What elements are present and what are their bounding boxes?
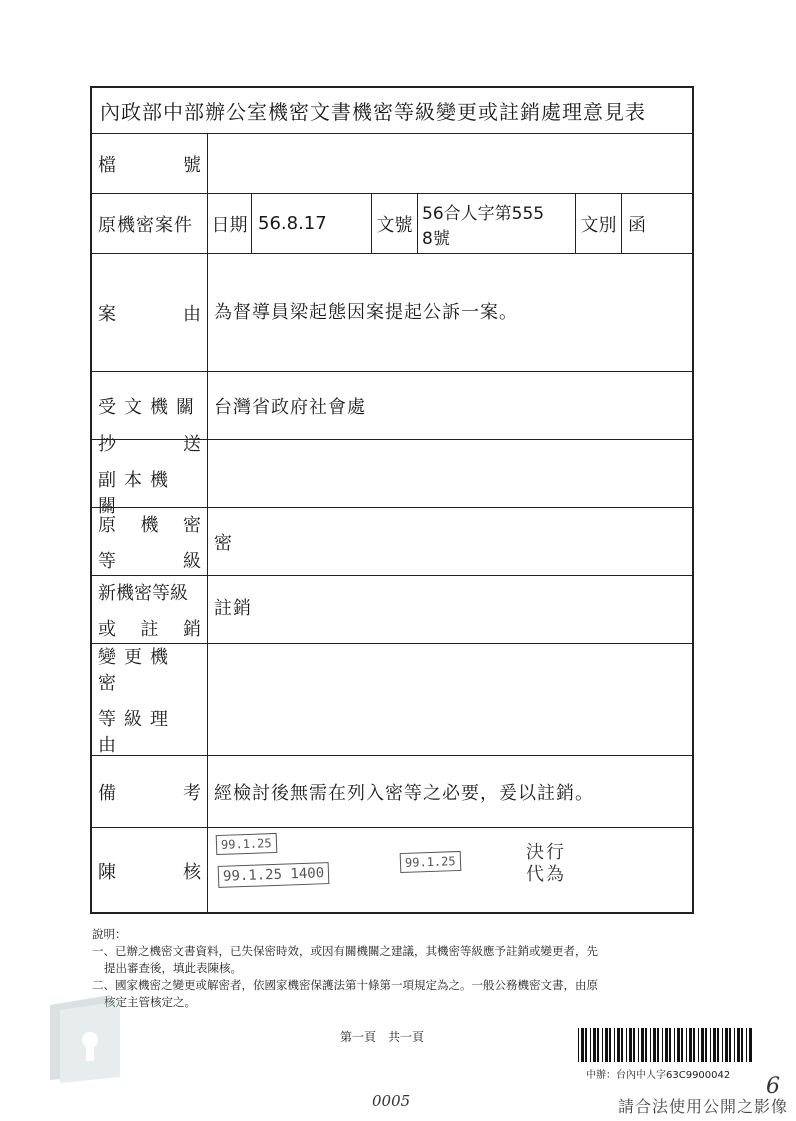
date-label: 日期	[208, 194, 252, 253]
new-level-label-2: 或	[98, 618, 116, 640]
doc-type-label: 文別	[576, 194, 622, 253]
remarks-row	[92, 756, 692, 828]
file-no-label-1: 檔	[98, 154, 116, 176]
archive-logo-icon	[40, 985, 130, 1085]
form-title-row	[92, 88, 692, 134]
new-level-row	[92, 576, 692, 644]
footer-watermark: 請合法使用公開之影像	[617, 1097, 788, 1116]
orig-level-label-3: 密	[183, 514, 201, 536]
remarks-label-1: 備	[98, 782, 116, 804]
remarks-value: 經檢討後無需在列入密等之必要，爰以註銷。	[214, 782, 594, 804]
notes-item2-line1: 二、國家機密之變更或解密者，依國家機密保護法第十條第一項規定為之。一般公務機密文書，由原	[92, 978, 598, 992]
notes-item1-line1: 一、已辦之機密文書資料，已失保密時效，或因有關機關之建議，其機密等級應予註銷或變更者，先	[92, 944, 598, 958]
notes	[92, 926, 702, 1011]
doc-no-value-line2: 8號	[422, 228, 450, 249]
doc-no-label: 文號	[372, 194, 418, 253]
file-no-label-2: 號	[183, 154, 201, 176]
subject-label-1: 案	[98, 304, 116, 325]
orig-level-label-5: 級	[183, 550, 201, 572]
notes-heading: 說明：	[92, 927, 127, 941]
handwritten-number: 0005	[372, 1092, 411, 1110]
notes-item1-line2: 提出審查後，填此表陳核。	[104, 961, 242, 975]
opinion-form	[90, 86, 694, 914]
cc-row	[92, 433, 692, 517]
cc-label-line2: 副本機關	[98, 469, 176, 517]
new-level-label-3: 註	[140, 618, 159, 640]
remarks-label-2: 考	[183, 782, 201, 804]
subject-row	[92, 254, 692, 372]
barcode-label: 中辦：台內中人字63C9900042	[586, 1070, 731, 1081]
original-case-label: 原機密案件	[98, 214, 193, 236]
change-reason-label-line2: 等級理由	[98, 708, 176, 756]
new-level-value: 註銷	[214, 598, 252, 619]
notes-item2-line2: 核定主管核定之。	[104, 995, 196, 1009]
approval-label-2: 核	[183, 862, 201, 883]
receipt-stamp-3: 99.1.25	[400, 851, 461, 873]
change-reason-label-line1: 變更機密	[98, 646, 176, 694]
doc-no-value-line1: 56合人字第555	[422, 203, 545, 224]
approval-seal: 決行 代為	[526, 842, 566, 885]
orig-level-row	[92, 508, 692, 576]
file-no-row	[92, 134, 692, 194]
corner-number: 6	[766, 1074, 780, 1099]
orig-level-label-1: 原	[98, 514, 116, 536]
orig-level-label-4: 等	[98, 550, 116, 572]
date-value: 56.8.17	[252, 194, 372, 253]
orig-level-label-2: 機	[140, 514, 159, 536]
subject-label-2: 由	[183, 304, 201, 325]
receipt-stamp-2: 99.1.25 1400	[218, 862, 330, 888]
orig-level-value: 密	[214, 532, 233, 554]
cc-label-2: 送	[183, 433, 201, 455]
subject-value: 為督導員梁起態因案提起公訴一案。	[214, 302, 518, 323]
approval-row	[92, 828, 692, 914]
recipient-label: 受文機關	[98, 396, 202, 418]
receipt-stamp-1: 99.1.25	[216, 833, 277, 855]
recipient-value: 台灣省政府社會處	[214, 396, 366, 418]
file-no-value	[208, 134, 692, 193]
new-level-label-4: 銷	[183, 618, 201, 640]
barcode-icon	[576, 1028, 756, 1062]
original-case-row	[92, 194, 692, 254]
cc-value	[208, 440, 692, 507]
change-reason-row	[92, 644, 692, 756]
cc-label-1: 抄	[98, 433, 116, 455]
change-reason-value	[208, 644, 692, 755]
new-level-label-line1: 新機密等級	[98, 582, 188, 604]
form-title: 內政部中部辦公室機密文書機密等級變更或註銷處理意見表	[100, 100, 646, 124]
approval-label-1: 陳	[98, 862, 116, 883]
doc-type-value: 函	[628, 214, 646, 236]
page-number: 第一頁 共一頁	[340, 1030, 425, 1044]
